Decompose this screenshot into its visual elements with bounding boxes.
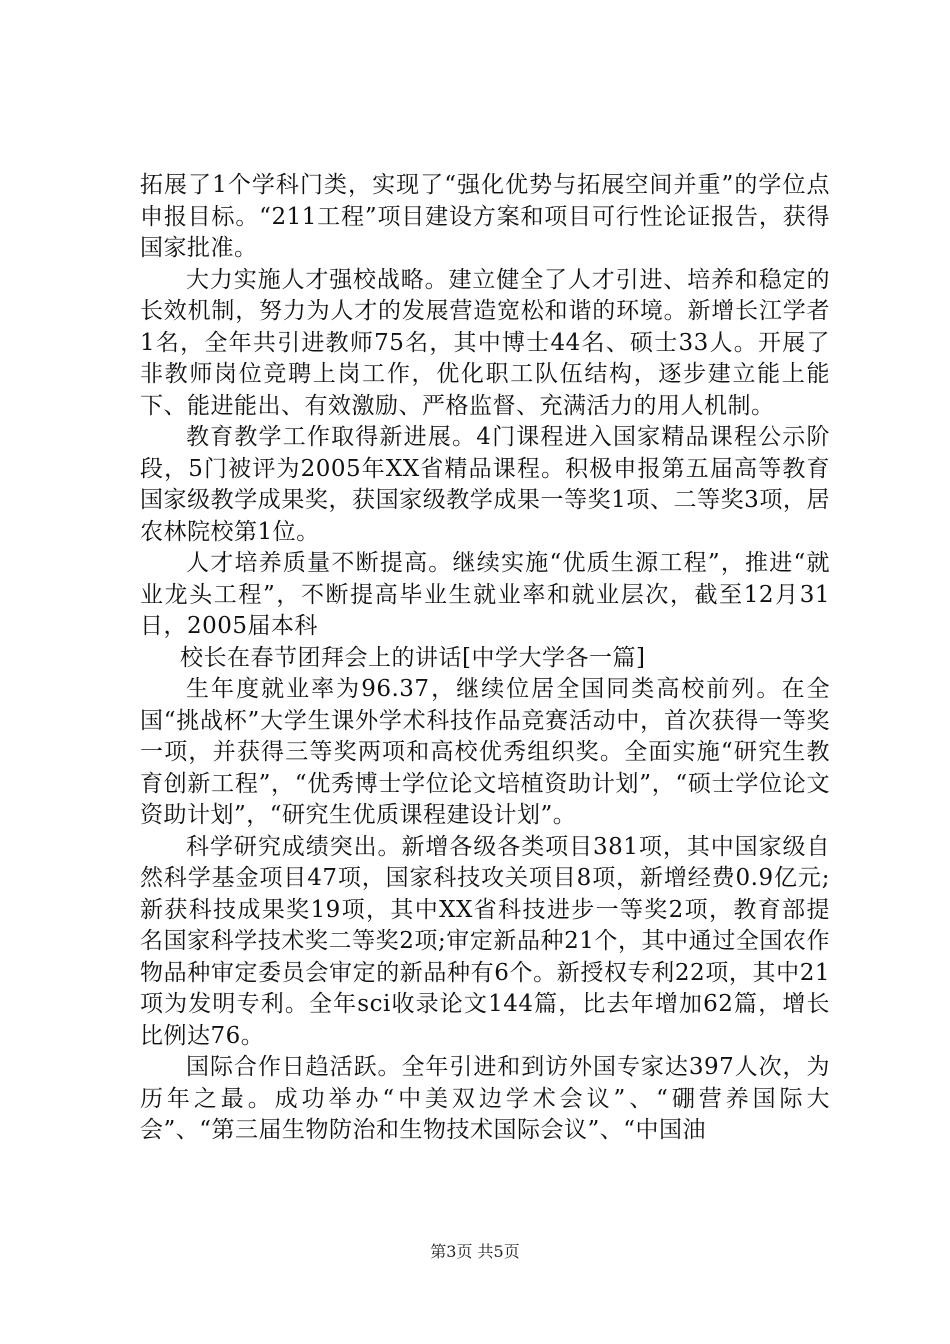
document-body bbox=[140, 170, 830, 1147]
paragraph-continuation: 拓展了1个学科门类，实现了“强化优势与拓展空间并重”的学位点申报目标。“211工程”项目建设方案和项目可行性论证报告，获得国家批准。 bbox=[140, 172, 830, 261]
paragraph-training-quality: 人才培养质量不断提高。继续实施“优质生源工程”，推进“就业龙头工程”，不断提高毕业生就业率和就业层次，截至12月31日，2005届本科 bbox=[140, 550, 830, 639]
paragraph-international-cooperation: 国际合作日趋活跃。全年引进和到访外国专家达397人次，为历年之最。成功举办“中美双边学术会议”、“硼营养国际大会”、“第三届生物防治和生物技术国际会议”、“中国油 bbox=[140, 1054, 830, 1143]
paragraph-talent-strategy: 大力实施人才强校战略。建立健全了人才引进、培养和稳定的长效机制，努力为人才的发展营造宽松和谐的环境。新增长江学者1名，全年共引进教师75名，其中博士44名、硕士33人。开展了非教师岗位竞聘上岗工作，优化职工队伍结构，逐步建立能上能下、能进能出、有效激励、严格监督、充满活力的用人机制。 bbox=[140, 266, 830, 419]
paragraph-teaching-progress: 教育教学工作取得新进展。4门课程进入国家精品课程公示阶段，5门被评为2005年XX省精品课程。积极申报第五届高等教育国家级教学成果奖，获国家级教学成果一等奖1项、二等奖3项，居农林院校第1位。 bbox=[140, 424, 830, 545]
document-title-line: 校长在春节团拜会上的讲话[中学大学各一篇] bbox=[180, 644, 646, 671]
paragraph-employment-rate: 生年度就业率为96.37，继续位居全国同类高校前列。在全国“挑战杯”大学生课外学术科技作品竞赛活动中，首次获得一等奖一项，并获得三等奖两项和高校优秀组织奖。全面实施“研究生教育创新工程”，“优秀博士学位论文培植资助计划”，“硕士学位论文资助计划”，“研究生优质课程建设计划”。 bbox=[140, 676, 830, 828]
page-number-label: 第3页 共5页 bbox=[430, 1242, 520, 1261]
paragraph-research-results: 科学研究成绩突出。新增各级各类项目381项，其中国家级自然科学基金项目47项，国家科技攻关项目8项，新增经费0.9亿元;新获科技成果奖19项，其中XX省科技进步一等奖2项，教育部提名国家科学技术奖二等奖2项;审定新品种21个，其中通过全国农作物品种审定委员会审定的新品种有6个。新授权专利22项，其中21项为发明专利。全年sci收录论文144篇，比去年增加62篇，增长比例达76。 bbox=[140, 833, 830, 1049]
page-footer bbox=[0, 1242, 950, 1262]
